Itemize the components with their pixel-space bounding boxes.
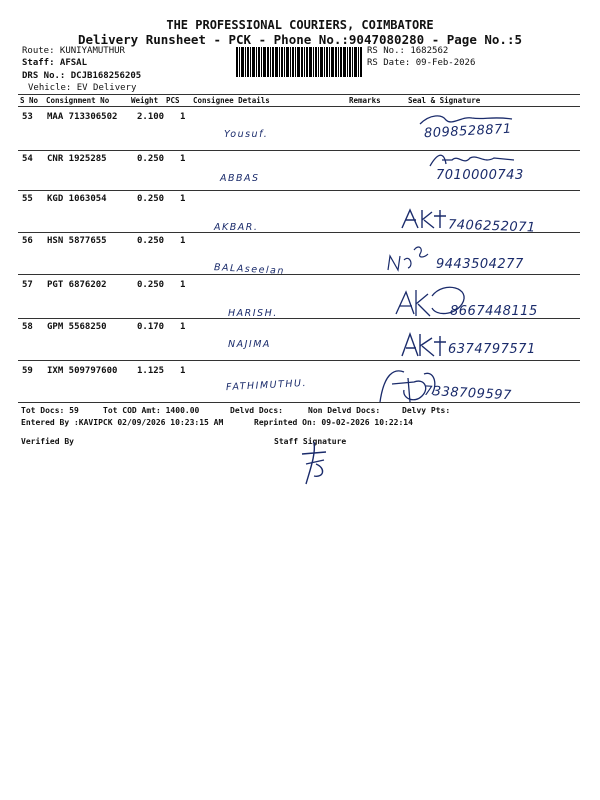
- row-consignment: PGT 6876202: [47, 280, 107, 290]
- row-consignment: IXM 509797600: [47, 366, 118, 376]
- row-pcs: 1: [180, 280, 186, 290]
- signature-image: [398, 330, 448, 360]
- row-weight: 0.170: [137, 322, 165, 332]
- row-divider: [18, 318, 580, 319]
- row-weight: 0.250: [137, 236, 165, 246]
- signature-image: [392, 282, 472, 322]
- vehicle-label: Vehicle: EV Delivery: [28, 83, 137, 93]
- signature-image: [384, 240, 434, 274]
- non-delivered-docs: Non Delvd Docs:: [308, 406, 381, 415]
- signature-image: [424, 150, 524, 172]
- col-pcs: PCS: [166, 96, 180, 105]
- delivery-points: Delvy Pts:: [402, 406, 451, 415]
- header-bottom-rule: [18, 106, 580, 107]
- row-sno: 54: [22, 154, 33, 164]
- barcode-image: [236, 47, 362, 77]
- consignee-phone: 7010000743: [436, 168, 524, 183]
- header-top-rule: [18, 94, 580, 95]
- row-divider: [18, 274, 580, 275]
- row-weight: 1.125: [137, 366, 165, 376]
- row-pcs: 1: [180, 112, 186, 122]
- row-divider: [18, 360, 580, 361]
- row-sno: 59: [22, 366, 33, 376]
- staff-signature-image: [296, 440, 336, 486]
- consignee-name: AKBAR.: [214, 222, 259, 233]
- row-consignment: HSN 5877655: [47, 236, 107, 246]
- col-sno: S No: [20, 96, 39, 105]
- row-sno: 58: [22, 322, 33, 332]
- rs-number: RS No.: 1682562: [367, 46, 449, 56]
- entered-by: Entered By :KAVIPCK 02/09/2026 10:23:15 AM: [21, 418, 224, 427]
- consignee-phone: 7406252071: [447, 217, 536, 236]
- consignee-name: HARISH.: [228, 308, 278, 319]
- staff-label: Staff: AFSAL: [22, 58, 88, 68]
- consignee-name: Yousuf.: [224, 129, 269, 140]
- consignee-phone: 9443504277: [436, 257, 524, 272]
- runsheet-title: Delivery Runsheet - PCK - Phone No.:9047080280 - Page No.:5: [77, 32, 522, 47]
- row-weight: 0.250: [137, 280, 165, 290]
- company-title: THE PROFESSIONAL COURIERS, COIMBATORE: [166, 18, 434, 32]
- rs-date: RS Date: 09-Feb-2026: [367, 58, 476, 68]
- route-label: Route: KUNIYAMUTHUR: [22, 46, 125, 56]
- row-weight: 2.100: [137, 112, 165, 122]
- consignee-name: NAJIMA: [228, 339, 271, 350]
- consignee-name: BALAseelan: [213, 262, 286, 277]
- delivered-docs: Delvd Docs:: [230, 406, 283, 415]
- reprinted-on: Reprinted On: 09-02-2026 10:22:14: [254, 418, 413, 427]
- row-consignment: GPM 5568250: [47, 322, 107, 332]
- signature-image: [398, 206, 448, 232]
- col-consignee: Consignee Details: [193, 96, 270, 105]
- col-consignment: Consignment No: [46, 96, 110, 105]
- row-consignment: CNR 1925285: [47, 154, 107, 164]
- row-sno: 57: [22, 280, 33, 290]
- col-seal: Seal & Signature: [408, 96, 481, 105]
- row-pcs: 1: [180, 154, 186, 164]
- row-consignment: KGD 1063054: [47, 194, 107, 204]
- signature-image: [412, 110, 522, 130]
- consignee-name: FATHIMUTHU.: [225, 377, 308, 394]
- consignee-phone: 8098528871: [423, 121, 513, 142]
- row-weight: 0.250: [137, 154, 165, 164]
- total-docs: Tot Docs: 59: [21, 406, 79, 415]
- row-divider: [18, 232, 580, 233]
- row-pcs: 1: [180, 194, 186, 204]
- total-cod-amount: Tot COD Amt: 1400.00: [103, 406, 200, 415]
- row-sno: 55: [22, 194, 33, 204]
- consignee-phone: 8667448115: [450, 304, 538, 319]
- row-weight: 0.250: [137, 194, 165, 204]
- col-weight: Weight: [131, 96, 159, 105]
- row-pcs: 1: [180, 236, 186, 246]
- row-sno: 53: [22, 112, 33, 122]
- consignee-phone: 6374797571: [448, 342, 536, 357]
- row-divider: [18, 190, 580, 191]
- row-pcs: 1: [180, 322, 186, 332]
- drs-number: DRS No.: DCJB168256205: [22, 71, 142, 81]
- staff-signature-label: Staff Signature: [274, 437, 347, 446]
- row-sno: 56: [22, 236, 33, 246]
- consignee-phone: 7338709597: [423, 383, 513, 404]
- row-pcs: 1: [180, 366, 186, 376]
- signature-image: [374, 364, 444, 406]
- verified-by-label: Verified By: [21, 437, 74, 446]
- consignee-name: ABBAS: [220, 173, 260, 184]
- row-consignment: MAA 713306502: [47, 112, 118, 122]
- table-bottom-rule: [18, 402, 580, 403]
- col-remarks: Remarks: [349, 96, 381, 105]
